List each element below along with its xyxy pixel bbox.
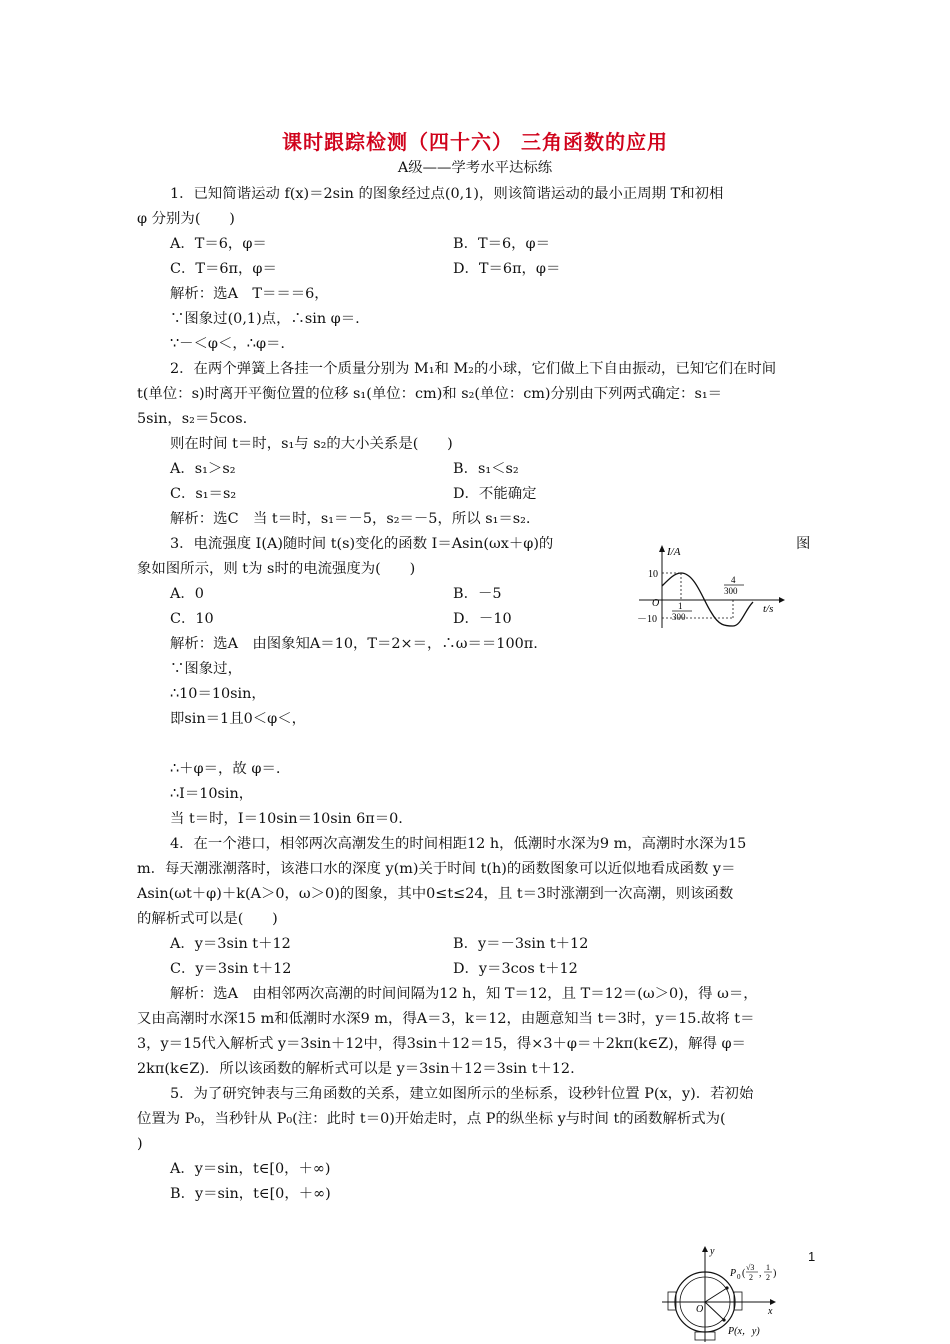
text-line: 4．在一个港口，相邻两次高潮发生的时间相距12 h，低潮时水深为9 m，高潮时水深为15 — [170, 836, 747, 852]
text-line: A．s₁＞s₂ — [170, 461, 236, 477]
p0-label: P — [730, 1268, 737, 1279]
text-line: A．y＝sin，t∈[0，＋∞) — [170, 1161, 331, 1177]
text-line: ) — [137, 1136, 143, 1152]
y-axis-label: y — [710, 1246, 715, 1257]
section-subtitle: A级——学考水平达标练 — [397, 160, 553, 176]
mark2-numerator: 4 — [731, 575, 736, 585]
text-line: B．s₁＜s₂ — [453, 461, 519, 477]
text-line: 位置为 P₀，当秒针从 P₀(注：此时 t＝0)开始走时，点 P的纵坐标 y与时间 t的函数解析式为( — [137, 1111, 726, 1127]
y-max-label: 10 — [648, 569, 658, 580]
p0-coord-open: ( — [742, 1268, 746, 1279]
text-line: φ 分别为( ) — [137, 211, 235, 227]
p0-coord-close: ) — [773, 1268, 777, 1279]
text-line: ∴I＝10sin， — [170, 786, 254, 802]
y-axis-label: I/A — [667, 546, 681, 558]
text-line: A．y＝3sin t＋12 — [170, 936, 291, 952]
point-p0 — [725, 1286, 728, 1289]
origin-label: O — [696, 1304, 704, 1315]
text-line: 1．已知简谐运动 f(x)＝2sin 的图象经过点(0,1)，则该简谐运动的最小正周期 T和初相 — [170, 186, 724, 202]
text-line: D．T＝6π，φ＝ — [453, 261, 561, 277]
clock-figure — [660, 1244, 800, 1344]
y-axis-arrow-icon — [659, 545, 665, 552]
text-line: C．s₁＝s₂ — [170, 486, 237, 502]
text-line: 解析：选A 由图象知A＝10，T＝2×＝，∴ω＝＝100π. — [170, 636, 538, 652]
text-line: C．T＝6π，φ＝ — [170, 261, 277, 277]
text-line: D．y＝3cos t＋12 — [453, 961, 578, 977]
p0-subscript: 0 — [737, 1273, 741, 1281]
y-min-label: －10 — [637, 614, 657, 625]
y-axis-arrow-icon — [702, 1246, 708, 1252]
text-line: C．10 — [170, 611, 214, 627]
text-line: 3，y＝15代入解析式 y＝3sin＋12中，得3sin＋12＝15，得×3＋φ＝＋2kπ(k∈Z)，解得 φ＝ — [137, 1036, 746, 1052]
text-line: A．T＝6，φ＝ — [170, 236, 267, 252]
text-line: 解析：选C 当 t＝时，s₁＝－5，s₂＝－5，所以 s₁＝s₂. — [170, 511, 531, 527]
text-line: B．y＝sin，t∈[0，＋∞) — [170, 1186, 331, 1202]
x-axis-label: t/s — [763, 603, 774, 615]
x-axis-arrow-icon — [770, 1299, 776, 1305]
text-line: 的解析式可以是( ) — [137, 911, 278, 927]
hand-p0 — [705, 1288, 727, 1302]
text-line: 2．在两个弹簧上各挂一个质量分别为 M₁和 M₂的小球，它们做上下自由振动，已知它们在时间 — [170, 361, 777, 377]
text-line: t(单位：s)时离开平衡位置的位移 s₁(单位：cm)和 s₂(单位：cm)分别由下列两式确定：s₁＝ — [137, 386, 722, 402]
p-label: P(x，y) — [728, 1326, 760, 1337]
text-line: ∴＋φ＝，故 φ＝. — [170, 761, 281, 777]
text-line: 解析：选A T＝＝＝6， — [170, 286, 329, 302]
mark1-numerator: 1 — [678, 601, 683, 611]
text-line: ∵图象过， — [170, 661, 242, 677]
x-axis-label: x — [768, 1306, 773, 1317]
p0-coord-a-den: 2 — [749, 1273, 753, 1282]
current-graph-figure — [637, 540, 787, 630]
text-line: 5．为了研究钟表与三角函数的关系，建立如图所示的坐标系，设秒针位置 P(x，y)．若初始 — [170, 1086, 754, 1102]
page-number: 1 — [808, 1249, 816, 1264]
text-line: 2kπ(k∈Z)．所以该函数的解析式可以是 y＝3sin＋12＝3sin t＋12. — [137, 1061, 575, 1077]
text-line: 图 — [796, 536, 811, 552]
text-line: 又由高潮时水深15 m和低潮时水深9 m，得A＝3，k＝12，由题意知当 t＝3时，y＝15.故将 t＝ — [137, 1011, 755, 1027]
text-line: 3．电流强度 I(A)随时间 t(s)变化的函数 I＝Asin(ωx＋φ)的 — [170, 536, 554, 552]
text-line: D．－10 — [453, 611, 512, 627]
p0-coord-comma: , — [759, 1268, 762, 1279]
text-line: B．T＝6，φ＝ — [453, 236, 550, 252]
text-line: 象如图所示，则 t为 s时的电流强度为( ) — [137, 561, 416, 577]
text-line: Asin(ωt＋φ)＋k(A＞0，ω＞0)的图象，其中0≤t≤24，且 t＝3时涨潮到一次高潮，则该函数 — [137, 886, 734, 902]
mark2-denominator: 300 — [724, 586, 738, 596]
mark1-denominator: 300 — [672, 612, 686, 622]
text-line: ∴10＝10sin， — [170, 686, 266, 702]
text-line: B．y＝－3sin t＋12 — [453, 936, 589, 952]
text-line: D．不能确定 — [453, 486, 537, 502]
text-line: 即sin＝1且0＜φ＜， — [170, 711, 306, 727]
text-line: ∵－＜φ＜，∴φ＝. — [170, 336, 285, 352]
x-axis-arrow-icon — [779, 597, 785, 603]
text-line: 当 t＝时，I＝10sin＝10sin 6π＝0. — [170, 811, 403, 827]
page-title: 课时跟踪检测（四十六） 三角函数的应用 — [282, 130, 668, 154]
text-line: 5sin，s₂＝5cos. — [137, 411, 248, 427]
text-line: A．0 — [170, 586, 204, 602]
hand-p — [705, 1302, 724, 1320]
point-p — [722, 1318, 725, 1321]
origin-label: O — [652, 598, 660, 609]
text-line: m．每天潮涨潮落时，该港口水的深度 y(m)关于时间 t(h)的函数图象可以近似地看成函数 y＝ — [137, 861, 736, 877]
p0-coord-a: √3 — [746, 1263, 755, 1272]
text-line: 解析：选A 由相邻两次高潮的时间间隔为12 h，知 T＝12，且 T＝12＝(ω＞0)，得 ω＝， — [170, 986, 758, 1002]
text-line: B．－5 — [453, 586, 502, 602]
p0-coord-b: 1 — [766, 1263, 770, 1272]
text-line: C．y＝3sin t＋12 — [170, 961, 292, 977]
text-line: 则在时间 t＝时，s₁与 s₂的大小关系是( ) — [170, 436, 453, 452]
p0-coord-b-den: 2 — [766, 1273, 770, 1282]
text-line: ∵图象过(0,1)点，∴sin φ＝. — [170, 311, 360, 327]
